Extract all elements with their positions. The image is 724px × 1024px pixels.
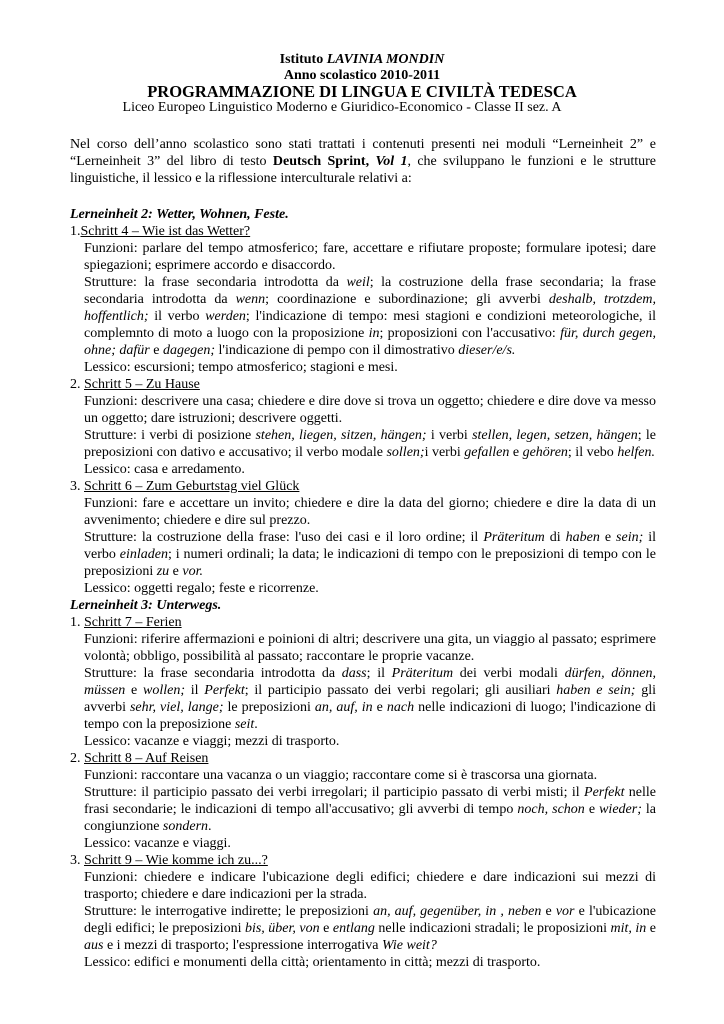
schritt-5-funzioni: Funzioni: descrivere una casa; chiedere e dire dove si trova un oggetto; chiedere e dire dove va messo un oggetto; dare istruzioni; descrivere oggetti.	[84, 394, 656, 426]
document-header	[0, 52, 724, 116]
school-name: Istituto LAVINIA MONDIN	[279, 52, 445, 67]
schritt-8-strutture: Strutture: il participio passato dei verbi irregolari; il participio passato di verbi misti; il Perfekt nelle frasi secondarie; le indicazioni di tempo all'accusativo; gli avverbi di tempo noch, schon e wieder; la congiunzione sondern.	[84, 785, 657, 834]
schritt-8-section	[70, 750, 656, 852]
intro-paragraph: Nel corso dell’anno scolastico sono stati trattati i contenuti presenti nei moduli “Lerneinheit 2” e “Lerneinheit 3” del libro di testo Deutsch Sprint, Vol 1, che sviluppano le funzioni e le strutture linguistiche, il lessico e la riflessione interculturale relativi a:	[70, 137, 657, 186]
schritt-6-lessico: Lessico: oggetti regalo; feste e ricorrenze.	[84, 581, 319, 596]
schritt-6-funzioni: Funzioni: fare e accettare un invito; chiedere e dire la data del giorno; chiedere e dire la data di un avvenimento; chiedere e dire sul prezzo.	[84, 496, 656, 528]
schritt-9-funzioni: Funzioni: chiedere e indicare l'ubicazione degli edifici; chiedere e dare indicazioni sui mezzi di trasporto; chiedere e dare indicazioni per la strada.	[84, 870, 656, 902]
schritt-9-title: 3. Schritt 9 – Wie komme ich zu...?	[70, 853, 268, 868]
schritt-7-strutture: Strutture: la frase secondaria introdotta da dass; il Präteritum dei verbi modali dürfen, dönnen, müssen e wollen; il Perfekt; il participio passato dei verbi regolari; gli ausiliari haben e sein; gli avverbi sehr, viel, lange; le preposizioni an, auf, in e nach nelle indicazioni di luogo; l'indicazione di tempo con la preposizione seit.	[84, 666, 657, 732]
lerneinheit-3-heading: Lerneinheit 3: Unterwegs.	[70, 598, 222, 613]
schritt-5-section	[70, 376, 656, 478]
schritt-7-lessico: Lessico: vacanze e viaggi; mezzi di trasporto.	[84, 734, 340, 749]
schritt-7-funzioni: Funzioni: riferire affermazioni e poinioni di altri; descrivere una gita, un viaggio al passato; esprimere volontà; obbligo, possibilità al passato; raccontare le proprie vacanze.	[84, 632, 656, 664]
schritt-7-section	[70, 614, 656, 750]
schritt-5-lessico: Lessico: casa e arredamento.	[84, 462, 245, 477]
schritt-8-funzioni: Funzioni: raccontare una vacanza o un viaggio; raccontare come si è trascorsa una giornata.	[84, 768, 598, 783]
document-subtitle: Liceo Europeo Linguistico Moderno e Giuridico-Economico - Classe II sez. A	[122, 100, 562, 115]
schritt-6-section	[70, 478, 656, 597]
schritt-7-title: 1. Schritt 7 – Ferien	[70, 615, 182, 630]
schritt-9-strutture: Strutture: le interrogative indirette; le preposizioni an, auf, gegenüber, in , neben e vor e l'ubicazione degli edifici; le preposizioni bis, über, von e entlang nelle indicazioni stradali; le proposizioni mit, in e aus e i mezzi di trasporto; l'espressione interrogativa Wie weit?	[84, 904, 657, 953]
schritt-6-title: 3. Schritt 6 – Zum Geburtstag viel Glück	[70, 479, 300, 494]
schritt-4-section	[70, 223, 656, 376]
schritt-9-section	[70, 852, 656, 971]
schritt-8-lessico: Lessico: vacanze e viaggi.	[84, 836, 231, 851]
schritt-4-strutture: Strutture: la frase secondaria introdotta da weil; la costruzione della frase secondaria; la frase secondaria introdotta da wenn; coordinazione e subordinazione; gli avverbi deshalb, trotzdem, hoffentlich; il verbo werden; l'indicazione di tempo: mesi stagioni e condizioni meteorologiche, il complemnto di moto a luogo con la proposizione in; proposizioni con l'accusativo: für, durch gegen, ohne; dafür e dagegen; l'indicazione di pempo con il dimostrativo dieser/e/s.	[84, 275, 657, 358]
school-year: Anno scolastico 2010-2011	[283, 68, 441, 83]
schritt-8-title: 2. Schritt 8 – Auf Reisen	[70, 751, 209, 766]
schritt-4-title: 1.Schritt 4 – Wie ist das Wetter?	[70, 224, 251, 239]
lerneinheit-2-heading: Lerneinheit 2: Wetter, Wohnen, Feste.	[70, 207, 289, 222]
schritt-6-strutture: Strutture: la costruzione della frase: l'uso dei casi e il loro ordine; il Präteritum di haben e sein; il verbo einladen; i numeri ordinali; la data; le indicazioni di tempo con le preposizioni di tempo con le preposizioni zu e vor.	[84, 530, 657, 579]
schritt-4-funzioni: Funzioni: parlare del tempo atmosferico; fare, accettare e rifiutare proposte; formulare ipotesi; dare spiegazioni; esprimere accordo e disaccordo.	[84, 241, 656, 273]
document-title: PROGRAMMAZIONE DI LINGUA E CIVILTÀ TEDESCA	[147, 82, 577, 101]
schritt-5-strutture: Strutture: i verbi di posizione stehen, liegen, sitzen, hängen; i verbi stellen, legen, setzen, hängen; le preposizioni con dativo e accusativo; il verbo modale sollen;i verbi gefallen e gehören; il vebo helfen.	[84, 428, 656, 460]
schritt-5-title: 2. Schritt 5 – Zu Hause	[70, 377, 200, 392]
schritt-4-lessico: Lessico: escursioni; tempo atmosferico; stagioni e mesi.	[84, 360, 398, 375]
document-content	[70, 206, 656, 971]
schritt-9-lessico: Lessico: edifici e monumenti della città; orientamento in città; mezzi di trasporto.	[84, 955, 541, 970]
